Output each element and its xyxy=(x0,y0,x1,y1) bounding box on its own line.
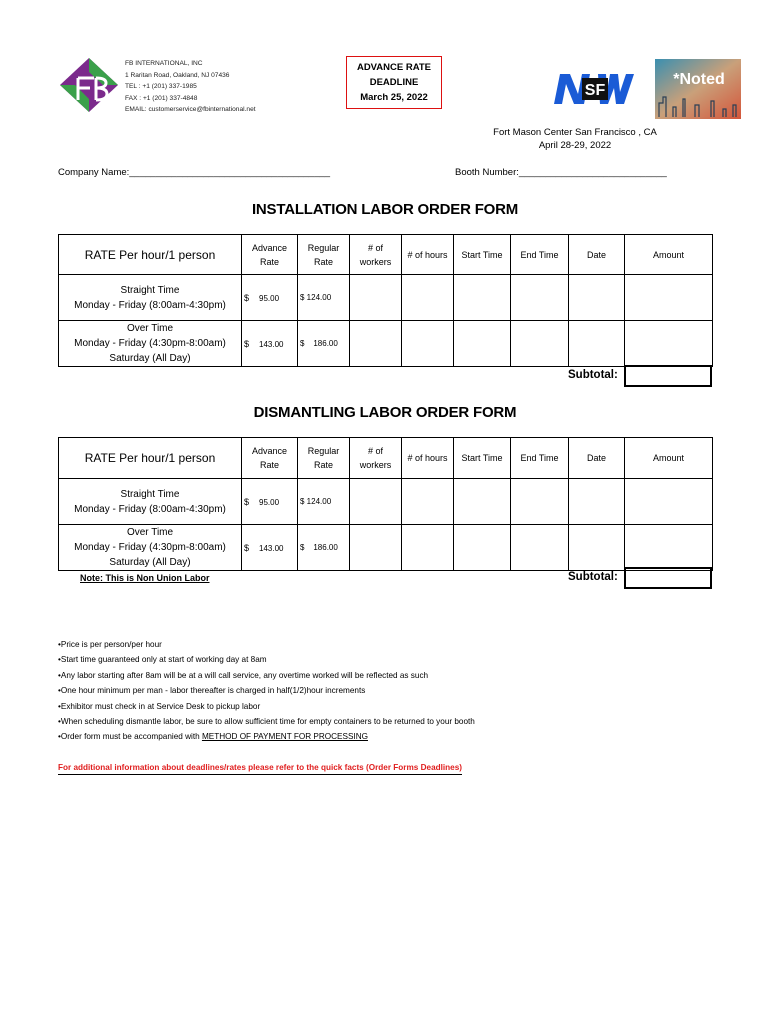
deadline-line-1: ADVANCE RATE xyxy=(356,62,432,73)
regular-rate-value: $ 186.00 xyxy=(298,321,350,367)
date-input[interactable] xyxy=(569,525,625,571)
terms-list xyxy=(58,637,475,745)
workers-input[interactable] xyxy=(350,321,402,367)
venue-dates: April 28-29, 2022 xyxy=(538,140,612,151)
company-email: EMAIL: customerservice@fbinternational.net xyxy=(125,106,256,114)
straight-time-desc: Straight Time Monday - Friday (8:00am-4:30pm) xyxy=(59,275,242,321)
dismantling-subtotal-input[interactable] xyxy=(624,567,712,589)
payment-method-text: METHOD OF PAYMENT FOR PROCESSING xyxy=(201,732,368,742)
start-time-input[interactable] xyxy=(454,525,511,571)
venue-info xyxy=(470,126,680,152)
hours-input[interactable] xyxy=(402,479,454,525)
nsw-sf-logo xyxy=(552,70,638,108)
advance-rate-value: $ 143.00 xyxy=(242,321,298,367)
date-input[interactable] xyxy=(569,321,625,367)
advance-rate-value: $ 95.00 xyxy=(242,479,298,525)
company-tel: TEL : +1 (201) 337-1985 xyxy=(125,83,197,91)
amount-input[interactable] xyxy=(625,479,713,525)
date-input[interactable] xyxy=(569,479,625,525)
end-time-input[interactable] xyxy=(511,479,569,525)
date-header: Date xyxy=(569,235,625,275)
end-time-header: End Time xyxy=(511,235,569,275)
amount-input[interactable] xyxy=(625,275,713,321)
list-item: •Order form must be accompanied with METHOD OF PAYMENT FOR PROCESSING xyxy=(58,732,368,742)
dismantling-form-title: DISMANTLING LABOR ORDER FORM xyxy=(253,404,517,421)
advance-rate-header: Advance Rate xyxy=(242,235,298,275)
rate-per-hour-header: RATE Per hour/1 person xyxy=(59,235,242,275)
list-item: •When scheduling dismantle labor, be sure to allow sufficient time for empty containers to be returned to your booth xyxy=(58,717,475,727)
installation-form-title: INSTALLATION LABOR ORDER FORM xyxy=(251,201,519,218)
start-time-input[interactable] xyxy=(454,321,511,367)
workers-header: # of workers xyxy=(350,438,402,479)
non-union-note: Note: This is Non Union Labor xyxy=(80,573,210,583)
amount-header: Amount xyxy=(625,438,713,479)
end-time-header: End Time xyxy=(511,438,569,479)
amount-input[interactable] xyxy=(625,525,713,571)
table-row xyxy=(59,321,713,367)
regular-rate-value: $ 124.00 xyxy=(298,479,350,525)
company-name-field[interactable]: Company Name:______________________________________ xyxy=(58,167,331,178)
workers-input[interactable] xyxy=(350,525,402,571)
over-time-desc: Over Time Monday - Friday (4:30pm-8:00am) Saturday (All Day) xyxy=(59,525,242,571)
start-time-input[interactable] xyxy=(454,275,511,321)
date-header: Date xyxy=(569,438,625,479)
list-item: •Price is per person/per hour xyxy=(58,640,162,649)
start-time-header: Start Time xyxy=(454,235,511,275)
installation-table xyxy=(58,234,713,367)
hours-input[interactable] xyxy=(402,321,454,367)
advance-rate-value: $ 95.00 xyxy=(242,275,298,321)
company-info xyxy=(125,58,256,116)
date-input[interactable] xyxy=(569,275,625,321)
company-address: 1 Raritan Road, Oakland, NJ 07436 xyxy=(125,71,230,79)
advance-rate-value: $ 143.00 xyxy=(242,525,298,571)
list-item: •Any labor starting after 8am will be at a will call service, any overtime worked will be reflected as such xyxy=(58,670,429,680)
venue-location: Fort Mason Center San Francisco , CA xyxy=(493,127,657,138)
regular-rate-header: Regular Rate xyxy=(298,235,350,275)
list-item: •Exhibitor must check in at Service Desk to pickup labor xyxy=(58,701,261,711)
list-item: •One hour minimum per man - labor thereafter is charged in half(1/2)hour increments xyxy=(58,686,366,696)
hours-input[interactable] xyxy=(402,275,454,321)
workers-header: # of workers xyxy=(350,235,402,275)
noted-logo-text: *Noted xyxy=(673,71,725,88)
regular-rate-value: $ 186.00 xyxy=(298,525,350,571)
hours-header: # of hours xyxy=(402,235,454,275)
company-name: FB INTERNATIONAL, INC xyxy=(125,60,203,67)
end-time-input[interactable] xyxy=(511,275,569,321)
end-time-input[interactable] xyxy=(511,321,569,367)
table-row xyxy=(59,275,713,321)
noted-logo xyxy=(655,59,741,119)
advance-rate-deadline-box xyxy=(346,56,442,109)
deadline-line-2: DEADLINE xyxy=(369,77,419,88)
dismantling-subtotal-label: Subtotal: xyxy=(568,571,618,583)
fb-international-logo xyxy=(58,56,120,114)
company-fax: FAX : +1 (201) 337-4848 xyxy=(125,94,198,102)
nsw-logo-text: SF xyxy=(584,82,606,99)
hours-header: # of hours xyxy=(402,438,454,479)
table-row xyxy=(59,525,713,571)
over-time-desc: Over Time Monday - Friday (4:30pm-8:00am) Saturday (All Day) xyxy=(59,321,242,367)
installation-subtotal-input[interactable] xyxy=(624,365,712,387)
regular-rate-value: $ 124.00 xyxy=(298,275,350,321)
amount-input[interactable] xyxy=(625,321,713,367)
end-time-input[interactable] xyxy=(511,525,569,571)
advance-rate-header: Advance Rate xyxy=(242,438,298,479)
table-row xyxy=(59,479,713,525)
dismantling-table xyxy=(58,437,713,571)
amount-header: Amount xyxy=(625,235,713,275)
installation-subtotal-label: Subtotal: xyxy=(568,369,618,381)
list-item: •Start time guaranteed only at start of working day at 8am xyxy=(58,655,267,665)
workers-input[interactable] xyxy=(350,275,402,321)
straight-time-desc: Straight Time Monday - Friday (8:00am-4:30pm) xyxy=(59,479,242,525)
workers-input[interactable] xyxy=(350,479,402,525)
regular-rate-header: Regular Rate xyxy=(298,438,350,479)
rate-per-hour-header: RATE Per hour/1 person xyxy=(59,438,242,479)
start-time-input[interactable] xyxy=(454,479,511,525)
quick-facts-info: For additional information about deadlines/rates please refer to the quick facts (Order Forms Deadlines) xyxy=(58,763,462,775)
booth-number-field[interactable]: Booth Number:____________________________ xyxy=(455,167,667,178)
start-time-header: Start Time xyxy=(454,438,511,479)
hours-input[interactable] xyxy=(402,525,454,571)
deadline-date: March 25, 2022 xyxy=(360,92,428,103)
